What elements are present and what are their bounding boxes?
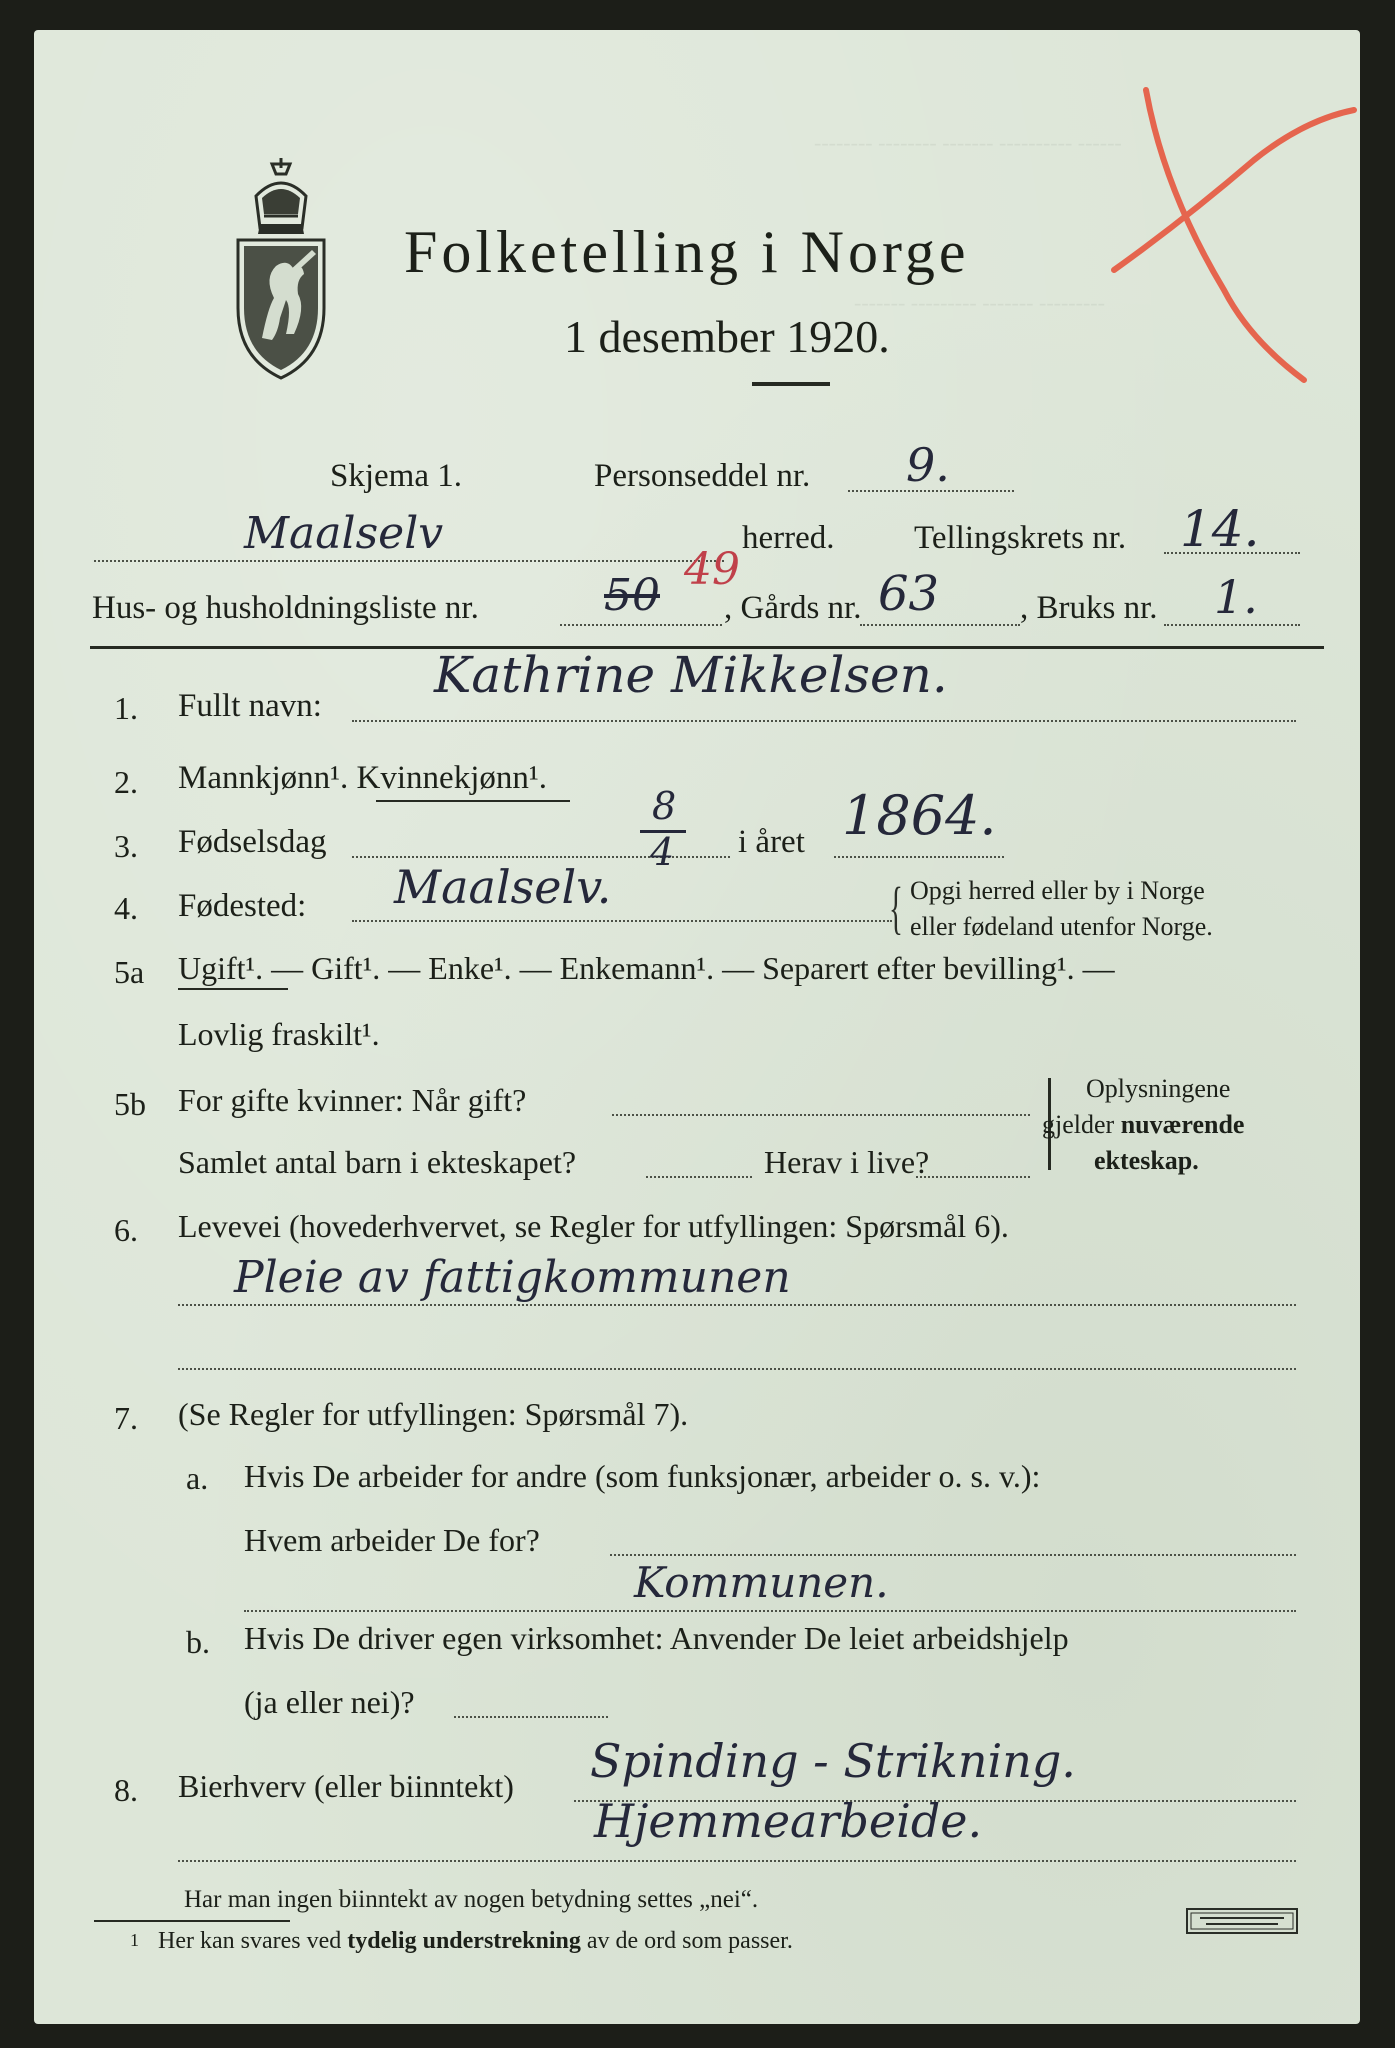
biinntekt-note: Har man ingen biinntekt av nogen betydning settes „nei“. [184,1886,759,1913]
gards-field-line [860,624,1020,626]
q5b-label-married: For gifte kvinner: Når gift? [178,1082,527,1118]
tellingskrets-label: Tellingskrets nr. [914,520,1127,556]
herred-value: Maalselv [244,508,444,559]
title-divider [752,382,830,386]
q5b-note-line2-b: nuværende [1120,1110,1245,1139]
q7b-field-line [454,1716,608,1718]
footnote-text-a: Her kan svares ved [158,1928,348,1954]
q3-month: 4 [650,830,675,874]
q7-label: (Se Regler for utfyllingen: Spørsmål 7). [178,1396,689,1432]
q1-label: Fullt navn: [178,688,322,724]
footnote-mark: 1 [130,1930,139,1950]
q5b-note-line1: Oplysningene [1086,1074,1231,1103]
q6-number: 6. [114,1212,138,1248]
personseddel-label: Personseddel nr. [594,458,811,494]
gards-label: , Gårds nr. [724,590,862,626]
q2-underline-kvinnekjonn [376,800,570,802]
q7b-letter: b. [186,1624,210,1660]
footnote-text-b: tydelig understrekning [347,1928,581,1954]
bruks-field-line [1164,624,1300,626]
q5b-label-alive: Herav i live? [764,1144,930,1180]
q5a-options-line2: Lovlig fraskilt¹. [178,1016,380,1052]
herred-field-line [94,560,724,562]
census-form: -------- -------- ------- ---------- ------ ------- --------- ------- --------- Folketelling i Norge 1 desember 1920. Skjema 1. Personseddel nr. 9. Maalselv herred. Tellingskrets nr. 14. Hus- og husholdningsliste nr. 50 49 , Gårds nr. 63 , Bruks nr. 1. 1. Fullt navn: Kathrine Mikkelsen. 2. Mannkjønn¹. Kvinnekjønn¹. 3. Fødselsdag 8 4 i året 1864. 4. Fødested: Maalselv. { Opgi herred eller by i Norge eller fødeland utenfor Norge. 5a Ugift¹. — Gift¹. — Enke¹. — Enkemann¹. — Separert efter bevilling¹. — Lovlig fraskilt¹. 5b For gifte kvinner: Når gift? Samlet antal barn i ekteskapet? Herav i live? Oplysningene gjelder nuværende ekteskap. 6. Levevei (hovederhvervet, se Regler for utfyllingen: Spørsmål 6). Pleie av fattigkommunen 7. (Se Regler for utfyllingen: Spørsmål 7). a. Hvis De arbeider for andre (som funksjonær, arbeider o. s. v.): Hvem arbeider De for? Kommunen. b. Hvis De driver egen virksomhet: Anvender De leiet arbeidshjelp (ja eller nei)? 8. Bierhverv (eller biinntekt) Spinding - Strikning. Hjemmearbeide. Har man ingen biinntekt av nogen betydning settes „nei“. 1 Her kan svares ved tydelig understrekning av de ord som passer. [34,30,1360,2024]
q7a-field-line-1 [610,1554,1296,1556]
q5b-note-line2 [1042,1110,1244,1140]
q8-field-line-2 [178,1860,1296,1862]
q6-label: Levevei (hovederhvervet, se Regler for utfyllingen: Spørsmål 6). [178,1208,1009,1244]
q6-field-line-1 [178,1304,1296,1306]
norwegian-coat-of-arms-icon [232,158,330,383]
q5b-children-field-line [646,1176,752,1178]
footnote-text [158,1928,793,1955]
q4-label: Fødested: [178,888,307,924]
q7a-field-line-2 [244,1610,1296,1612]
q7-number: 7. [114,1400,138,1436]
q4-field-line [352,920,892,922]
q4-note-brace: { [888,875,903,940]
q5b-married-field-line [612,1114,1030,1116]
q1-value: Kathrine Mikkelsen. [434,646,948,704]
q5b-number: 5b [114,1086,146,1122]
q7a-label: Hvis De arbeider for andre (som funksjonær, arbeider o. s. v.): [244,1458,1041,1494]
q5b-note-line3: ekteskap. [1094,1146,1199,1175]
q6-value: Pleie av fattigkommunen [234,1252,791,1303]
husholdningsliste-value-corrected: 49 [684,544,740,595]
herred-label: herred. [742,520,835,556]
husholdningsliste-label: Hus- og husholdningsliste nr. [92,590,479,626]
q4-value: Maalselv. [394,860,612,914]
footnote-divider [94,1920,290,1922]
q5a-underline-ugift [178,988,288,990]
census-date: 1 desember 1920. [564,311,890,362]
q5a-number: 5a [114,954,145,990]
q2-number: 2. [114,764,138,800]
q3-year: 1864. [842,784,997,847]
q1-field-line [352,720,1296,722]
q5b-alive-field-line [916,1176,1030,1178]
q3-day: 8 [652,784,677,828]
q2-label: Mannkjønn¹. Kvinnekjønn¹. [178,760,548,796]
red-pencil-cross-mark [1074,70,1374,400]
q5b-note-line2-a: gjelder [1042,1110,1121,1139]
bruks-label: , Bruks nr. [1020,590,1158,626]
personseddel-value: 9. [906,438,950,492]
q7b-label: Hvis De driver egen virksomhet: Anvender De leiet arbeidshjelp [244,1620,1069,1656]
q4-note-line1: Opgi herred eller by i Norge [910,876,1205,905]
skjema-label: Skjema 1. [330,458,462,494]
gards-value: 63 [878,566,940,622]
husholdningsliste-field-line [560,624,722,626]
q7a-label-2: Hvem arbeider De for? [244,1522,540,1558]
bruks-value: 1. [1214,570,1258,624]
husholdningsliste-value-struck: 50 [604,570,660,621]
q4-number: 4. [114,890,138,926]
q6-field-line-2 [178,1368,1296,1370]
q8-value-2: Hjemmearbeide. [594,1794,983,1848]
q1-number: 1. [114,690,138,726]
footnote-text-c: av de ord som passer. [580,1928,793,1954]
q8-number: 8. [114,1772,138,1808]
q3-year-field-line [834,856,1004,858]
q3-number: 3. [114,828,138,864]
q7a-value: Kommunen. [634,1558,889,1607]
printer-stamp-icon [1186,1908,1298,1934]
q7a-letter: a. [186,1460,209,1496]
q5b-label-children: Samlet antal barn i ekteskapet? [178,1144,577,1180]
q3-label: Fødselsdag [178,824,327,860]
q8-label: Bierhverv (eller biinntekt) [178,1768,514,1804]
q3-year-label: i året [738,824,805,860]
q7b-label-2: (ja eller nei)? [244,1684,415,1720]
form-title: Folketelling i Norge [404,219,970,285]
q8-value-1: Spinding - Strikning. [590,1734,1076,1788]
q4-note-line2: eller fødeland utenfor Norge. [910,912,1213,941]
tellingskrets-value: 14. [1180,500,1260,558]
q5a-options: Ugift¹. — Gift¹. — Enke¹. — Enkemann¹. — Separert efter bevilling¹. — [178,950,1115,986]
